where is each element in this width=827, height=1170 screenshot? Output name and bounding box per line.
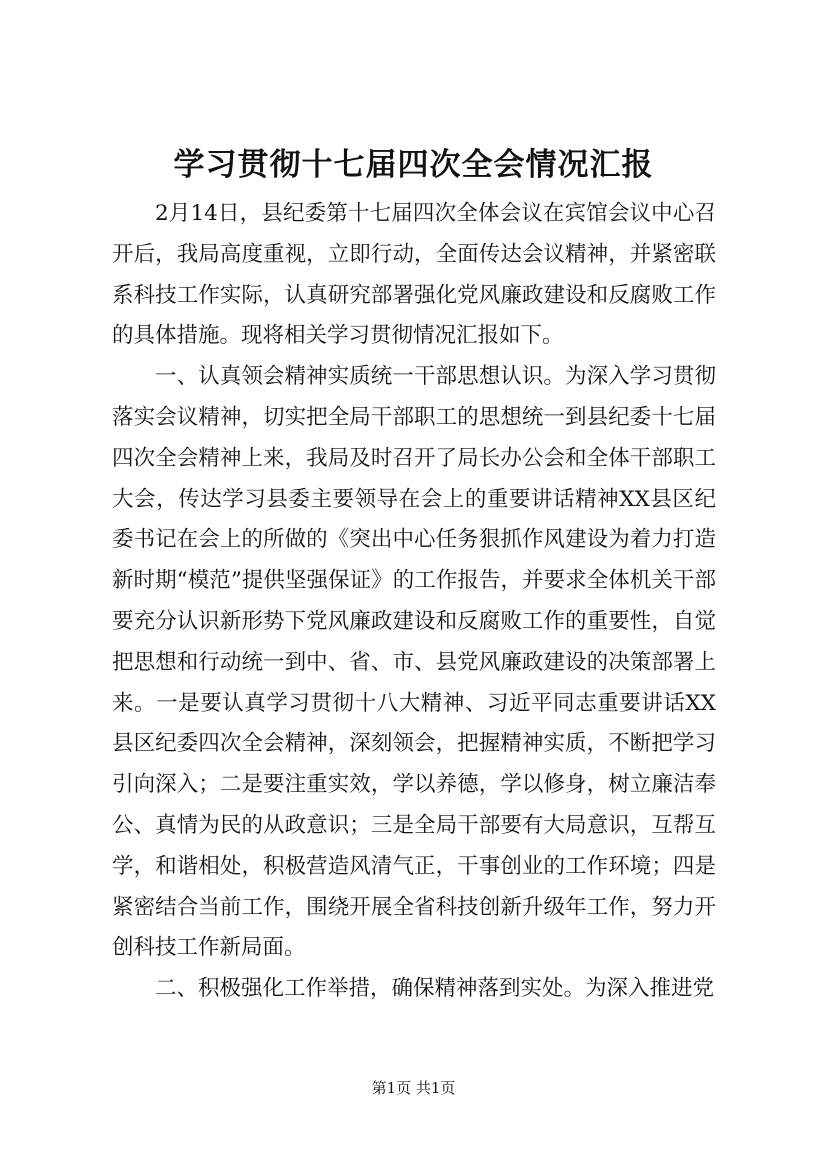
paragraph-section-two: 二、积极强化工作举措，确保精神落到实处。为深入推进党	[155, 976, 715, 1002]
document-title: 学习贯彻十七届四次全会情况汇报	[173, 147, 654, 183]
paragraph-intro: 2月14日，县纪委第十七届四次全体会议在宾馆会议中心召开后，我局高度重视，立即行动，全面传达会议精神，并紧密联系科技工作实际，认真研究部署强化党风廉政建设和反腐败工作的具体措施。现将相关学习贯彻情况汇报如下。	[112, 201, 716, 349]
document-body	[112, 194, 716, 1010]
page-number-footer: 第1页 共1页	[371, 1079, 456, 1097]
paragraph-section-one: 一、认真领会精神实质统一干部思想认识。为深入学习贯彻落实会议精神，切实把全局干部职工的思想统一到县纪委十七届四次全会精神上来，我局及时召开了局长办公会和全体干部职工大会，传达学习县委主要领导在会上的重要讲话精神XX县区纪委书记在会上的所做的《突出中心任务狠抓作风建设为着力打造新时期“模范”提供坚强保证》的工作报告，并要求全体机关干部要充分认识新形势下党风廉政建设和反腐败工作的重要性，自觉把思想和行动统一到中、省、市、县党风廉政建设的决策部署上来。一是要认真学习贯彻十八大精神、习近平同志重要讲话XX县区纪委四次全会精神，深刻领会，把握精神实质，不断把学习引向深入；二是要注重实效，学以养德，学以修身，树立廉洁奉公、真情为民的从政意识；三是全局干部要有大局意识，互帮互学，和谐相处，积极营造风清气正，干事创业的工作环境；四是紧密结合当前工作，围绕开展全省科技创新升级年工作，努力开创科技工作新局面。	[112, 364, 716, 961]
